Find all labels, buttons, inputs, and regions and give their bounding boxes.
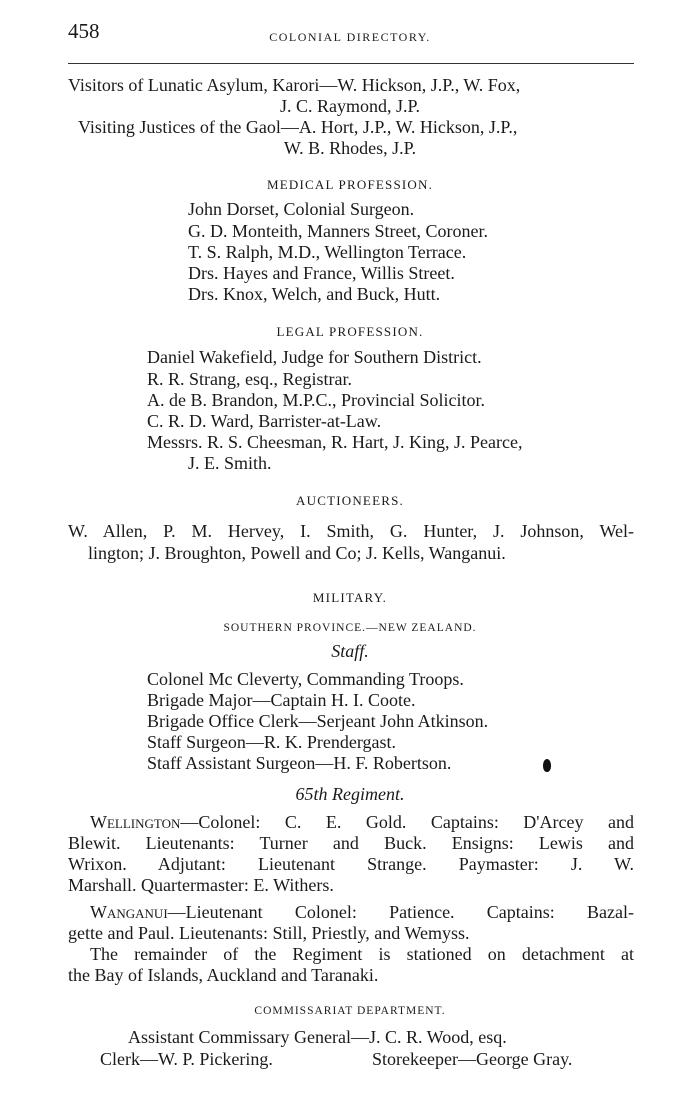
ink-blot-mark <box>543 759 551 772</box>
wellington-line-4: Marshall. Quartermaster: E. Withers. <box>68 875 334 895</box>
legal-item: Daniel Wakefield, Judge for Southern District. <box>147 347 482 367</box>
staff-heading: Staff. <box>331 641 369 661</box>
visitors-line-1: Visitors of Lunatic Asylum, Karori—W. Hickson, J.P., W. Fox, <box>68 75 521 95</box>
page-number: 458 <box>68 19 100 43</box>
auctioneers-line-1: W. Allen, P. M. Hervey, I. Smith, G. Hunter, J. Johnson, Wel- <box>68 521 634 541</box>
medical-heading: MEDICAL PROFESSION. <box>266 177 434 192</box>
wanganui-line-1 <box>90 901 634 923</box>
legal-item: Messrs. R. S. Cheesman, R. Hart, J. King, J. Pearce, <box>147 432 523 452</box>
justices-line-2: W. B. Rhodes, J.P. <box>283 138 417 158</box>
wellington-lead: Wellington <box>90 812 181 832</box>
legal-item: A. de B. Brandon, M.P.C., Provincial Solicitor. <box>147 390 486 410</box>
military-subheading: SOUTHERN PROVINCE.—NEW ZEALAND. <box>223 622 477 634</box>
commissariat-storekeeper: Storekeeper—George Gray. <box>372 1049 573 1069</box>
medical-item: T. S. Ralph, M.D., Wellington Terrace. <box>188 242 467 262</box>
running-title: COLONIAL DIRECTORY. <box>269 30 431 44</box>
staff-item: Brigade Major—Captain H. I. Coote. <box>147 690 416 710</box>
staff-item: Brigade Office Clerk—Serjeant John Atkinson. <box>147 711 489 731</box>
commissariat-line-1: Assistant Commissary General—J. C. R. Wood, esq. <box>128 1027 507 1047</box>
wanganui-text: —Lieutenant Colonel: Patience. Captains: Bazal- <box>167 902 634 922</box>
visitors-line-2: J. C. Raymond, J.P. <box>279 96 421 116</box>
staff-item: Colonel Mc Cleverty, Commanding Troops. <box>147 669 464 689</box>
wellington-line-1 <box>90 811 634 833</box>
medical-item: G. D. Monteith, Manners Street, Coroner. <box>188 221 488 241</box>
wellington-line-3: Wrixon. Adjutant: Lieutenant Strange. Paymaster: J. W. <box>68 854 634 874</box>
medical-item: Drs. Knox, Welch, and Buck, Hutt. <box>188 284 441 304</box>
medical-item: John Dorset, Colonial Surgeon. <box>188 199 415 219</box>
commissariat-clerk: Clerk—W. P. Pickering. <box>100 1049 273 1069</box>
regiment-heading: 65th Regiment. <box>295 784 405 804</box>
military-heading: MILITARY. <box>312 590 388 605</box>
legal-heading: LEGAL PROFESSION. <box>276 324 424 339</box>
auctioneers-heading: AUCTIONEERS. <box>296 493 404 508</box>
auctioneers-line-2: lington; J. Broughton, Powell and Co; J. Kells, Wanganui. <box>88 543 506 563</box>
legal-item: R. R. Strang, esq., Registrar. <box>147 369 352 389</box>
remainder-line-2: the Bay of Islands, Auckland and Taranaki. <box>68 965 379 985</box>
staff-item: Staff Surgeon—R. K. Prendergast. <box>147 732 396 752</box>
remainder-line-1: The remainder of the Regiment is stationed on detachment at <box>90 944 634 964</box>
wellington-text: —Colonel: C. E. Gold. Captains: D'Arcey and <box>180 812 634 832</box>
legal-item: C. R. D. Ward, Barrister-at-Law. <box>147 411 382 431</box>
wanganui-lead: Wanganui <box>90 902 168 922</box>
wellington-line-2: Blewit. Lieutenants: Turner and Buck. Ensigns: Lewis and <box>68 833 634 853</box>
legal-item: J. E. Smith. <box>188 453 272 473</box>
justices-line-1: Visiting Justices of the Gaol—A. Hort, J.P., W. Hickson, J.P., <box>78 117 518 137</box>
staff-item: Staff Assistant Surgeon—H. F. Robertson. <box>147 753 452 773</box>
header-rule <box>68 63 634 64</box>
commissariat-heading: COMMISSARIAT DEPARTMENT. <box>254 1005 446 1017</box>
wanganui-line-2: gette and Paul. Lieutenants: Still, Priestly, and Wemyss. <box>68 923 470 943</box>
medical-item: Drs. Hayes and France, Willis Street. <box>188 263 455 283</box>
